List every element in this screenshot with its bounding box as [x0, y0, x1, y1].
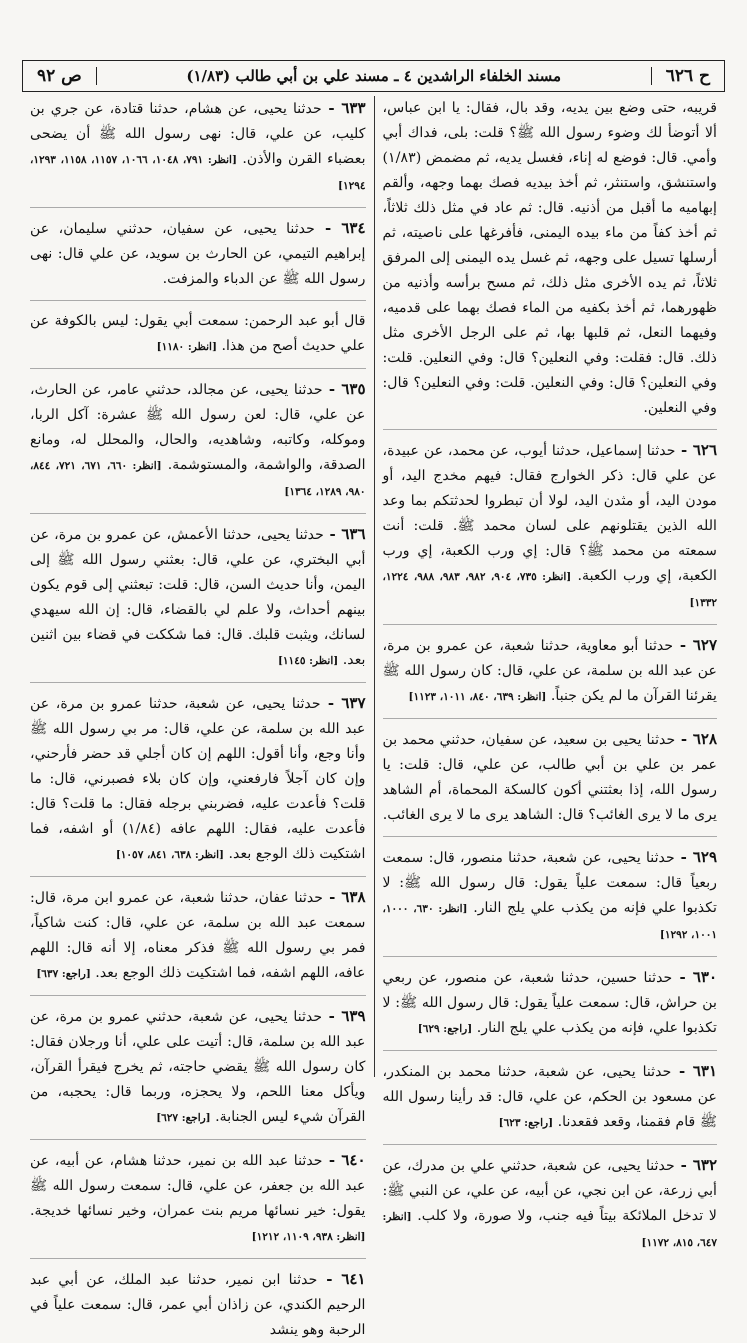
hadith-number: ٦٤٠ - — [322, 1151, 366, 1169]
hadith-paragraph — [383, 1059, 718, 1136]
hadith-paragraph — [383, 727, 718, 828]
hadith-number: ٦٣١ - — [671, 1062, 718, 1080]
hadith-separator — [383, 429, 718, 430]
running-title: مسند الخلفاء الراشدين ٤ ـ مسند علي بن أبي طالب (١/٨٣) — [96, 67, 652, 85]
text-columns — [22, 96, 725, 1338]
right-column — [374, 96, 726, 1249]
hadith-text: حدثنا يحيى، عن شعبة، حدثني علي بن مدرك، عن أبي زرعة، عن ابن نجي، عن أبيه، عن علي، عن النبي ﷺ: لا تدخل الملائكة بيتاً فيه جنب، ولا صورة، ولا كلب. — [382, 1158, 717, 1224]
hadith-number: ٦٣٧ - — [320, 694, 366, 712]
cross-reference: [انظر: ٦٦٠، ٦٧١، ٧٢١، ٨٤٤، ٩٨٠، ١٢٨٩، ١٣٦٤] — [30, 460, 366, 498]
hadith-number: ٦٣٨ - — [323, 888, 366, 906]
hadith-paragraph — [30, 1148, 366, 1250]
hadith-separator — [30, 1258, 366, 1259]
hadith-number: ٦٢٦ - — [675, 441, 717, 459]
hadith-number: ٦٣٩ - — [322, 1007, 366, 1025]
hadith-separator — [30, 513, 366, 514]
hadith-separator — [30, 207, 366, 208]
hadith-separator — [30, 1139, 366, 1140]
hadith-separator — [383, 1144, 718, 1145]
cross-reference: [راجع: ٦٢٣] — [498, 1117, 554, 1129]
hadith-paragraph — [383, 845, 718, 948]
hadith-text: حدثنا عفان، حدثنا شعبة، عن عمرو ابن مرة، قال: سمعت عبد الله بن سلمة، عن علي، قال: كنت شاكياً، فمر بي رسول الله ﷺ فذكر معناه، إلا أنه قال: اللهم عافه، اللهم اشفه، فما اشتكيت ذلك الوجع بعد. — [30, 890, 366, 981]
hadith-separator — [383, 718, 718, 719]
cross-reference: [راجع: ٦٢٩] — [417, 1023, 473, 1035]
hadith-text: حدثنا يحيى، عن سفيان، حدثني سليمان، عن إبراهيم التيمي، عن الحارث بن سويد، عن علي قال: نهى رسول الله ﷺ عن الدباء والمزفت. — [30, 221, 366, 287]
hadith-separator — [30, 876, 366, 877]
hadith-text: حدثنا يحيى، عن هشام، حدثنا قتادة، عن جري بن كليب، عن علي، قال: نهى رسول الله ﷺ أن يضحى بعضباء القرن والأذن. — [30, 101, 366, 167]
hadith-number: ٦٣٥ - — [322, 380, 366, 398]
cross-reference: [انظر: ٦٤٧، ٨١٥، ١١٧٢] — [382, 1211, 717, 1249]
hadith-text: حدثنا عبد الله بن نمير، حدثنا هشام، عن أبيه، عن عبد الله بن جعفر، عن علي، قال: سمعت رسول الله ﷺ يقول: خير نسائها مريم بنت عمران، وخير نسائها خديجة. — [30, 1153, 366, 1219]
hadith-paragraph — [383, 96, 718, 421]
hadith-paragraph — [30, 377, 366, 505]
hadith-text: حدثنا أبو معاوية، حدثنا شعبة، عن عمرو بن مرة، عن عبد الله بن سلمة، عن علي، قال: كان رسول الله ﷺ يقرئنا القرآن ما لم يكن جنباً. — [382, 638, 717, 704]
hadith-text: حدثنا يحيى، عن شعبة، حدثنا منصور، قال: سمعت ربعياً قال: سمعت علياً يقول: قال رسول الله ﷺ: لا تكذبوا علي فإنه من يكذب علي يلج النار. — [382, 850, 718, 916]
hadith-text: حدثنا ابن نمير، حدثنا عبد الملك، عن أبي عبد الرحيم الكندي، عن زاذان أبي عمر، قال: سمعت علياً في الرحبة وهو ينشد — [30, 1272, 366, 1338]
hadith-text: قال أبو عبد الرحمن: سمعت أبي يقول: ليس بالكوفة عن علي حديث أصح من هذا. — [30, 313, 366, 354]
page-number-hadith: ح ٦٢٦ — [665, 66, 710, 86]
hadith-paragraph — [383, 633, 718, 710]
cross-reference: [انظر: ٧٩١، ١٠٤٨، ١٠٦٦، ١١٥٧، ١١٥٨، ١٢٩٣، ١٢٩٤] — [30, 154, 366, 192]
hadith-text: حدثنا يحيى، عن شعبة، حدثنا عمرو بن مرة، عن عبد الله بن سلمة، عن علي، قال: مر بي رسول الله ﷺ وأنا وجع، وأنا أقول: اللهم إن كان أجلي قد حضر فأرحني، وإن كان آجلاً فارفعني، وإن كان بلاء فصبرني، قال: ما قلت؟ فأعدت عليه، فضربني برجله فقال: ما قلت؟ قال: فأعدت عليه، فقال: اللهم عافه (١/٨٤) أو اشفه، فما اشتكيت ذلك الوجع بعد. — [30, 696, 366, 862]
hadith-number: ٦٣٤ - — [314, 219, 366, 237]
hadith-number: ٦٤١ - — [317, 1270, 366, 1288]
hadith-separator — [30, 300, 366, 301]
hadith-number: ٦٢٧ - — [673, 636, 717, 654]
hadith-paragraph — [30, 309, 366, 360]
hadith-text: قريبه، حتى وضع بين يديه، وقد بال، فقال: يا ابن عباس، ألا أتوضأ لك وضوء رسول الله ﷺ؟ قلت: بلى، فداك أبي وأمي. قال: فوضع له إناء، فغسل يديه، ثم مضمض (١/٨٣) واستنشق، واستنثر، ثم أخذ بيديه فصك بهما وجهه، وألقم إبهاميه ما أقبل من أذنيه. قال: ثم عاد في مثل ذلك ثلاثاً، ثم أخذ كفاً من ماء بيده اليمنى، فأفرغها على ناصيته، ثم أرسلها تسيل على وجهه، ثم غسل يده اليمنى إلى المرفق ثلاثاً، ثم يده الأخرى مثل ذلك، ثم مسح برأسه وأذنيه من ظهورهما، ثم أخذ بكفيه من الماء فصك بهما على قدميه، وفيهما النعل، ثم قلبها بها، ثم على الرجل الأخرى مثل ذلك. قال: فقلت: وفي النعلين؟ قال: وفي النعلين. قلت: وفي النعلين؟ قال: وفي النعلين. قلت: وفي النعلين؟ قال: وفي النعلين. — [382, 100, 717, 416]
cross-reference: [انظر: ٧٣٥، ٩٠٤، ٩٨٢، ٩٨٣، ٩٨٨، ١٢٢٤، ١٣٣٢] — [382, 571, 717, 609]
hadith-paragraph — [30, 522, 366, 674]
hadith-text: حدثنا يحيى، عن مجالد، حدثني عامر، عن الحارث، عن علي، قال: لعن رسول الله ﷺ عشرة: آكل الربا، وموكله، وكاتبه، وشاهديه، والحال، والمحلل له، ومانع الصدقة، والواشمة، والمستوشمة. — [30, 382, 366, 473]
left-column — [22, 96, 374, 1338]
hadith-number: ٦٣٢ - — [674, 1156, 717, 1174]
cross-reference: [انظر: ٦٣٨، ٨٤١، ١٠٥٧] — [115, 849, 225, 861]
hadith-paragraph — [30, 1267, 366, 1343]
hadith-separator — [383, 624, 718, 625]
hadith-number: ٦٣٦ - — [323, 525, 366, 543]
hadith-paragraph — [30, 216, 366, 292]
hadith-number: ٦٣٠ - — [672, 968, 718, 986]
cross-reference: [انظر: ٦٣٠، ١٠٠٠، ١٠٠١، ١٢٩٢] — [382, 903, 717, 941]
hadith-number: ٦٣٣ - — [321, 99, 366, 117]
hadith-paragraph — [383, 1153, 718, 1256]
hadith-number: ٦٢٩ - — [674, 848, 718, 866]
hadith-text: حدثنا يحيى، عن شعبة، حدثنا محمد بن المنكدر، عن مسعود بن الحكم، عن علي، قال: قد رأينا رسول الله ﷺ قام فقمنا، وقعد فقعدنا. — [382, 1064, 717, 1130]
hadith-text: حدثنا يحيى، عن شعبة، حدثني عمرو بن مرة، عن عبد الله بن سلمة، قال: أتيت على علي، أنا ورجلان فقال: كان رسول الله ﷺ يقضي حاجته، ثم يخرج فيقرأ القرآن، ويأكل معنا اللحم، ولا يحجزه، وربما قال: يحجبه، من القرآن شيء ليس الجنابة. — [30, 1009, 366, 1125]
hadith-separator — [30, 995, 366, 996]
hadith-paragraph — [383, 438, 718, 616]
hadith-number: ٦٢٨ - — [675, 730, 717, 748]
hadith-separator — [383, 956, 718, 957]
cross-reference: [راجع: ٦٢٧] — [156, 1112, 211, 1124]
page-number: ص ٩٢ — [37, 66, 82, 86]
hadith-separator — [30, 368, 366, 369]
hadith-text: حدثنا يحيى، حدثنا الأعمش، عن عمرو بن مرة، عن أبي البختري، عن علي، قال: بعثني رسول الله ﷺ إلى اليمن، وأنا حديث السن، قال: قلت: تبعثني إلى قوم يكون بينهم أحداث، ولا علم لي بالقضاء، قال: إن الله سيهدي لسانك، ويثبت قلبك. قال: فما شككت في قضاء بين اثنين بعد. — [30, 527, 366, 668]
hadith-paragraph — [30, 1004, 366, 1131]
hadith-separator — [383, 1050, 718, 1051]
hadith-paragraph — [30, 96, 366, 199]
hadith-separator — [30, 682, 366, 683]
cross-reference: [راجع: ٦٣٧] — [36, 968, 91, 980]
hadith-text: حدثنا حسين، حدثنا شعبة، عن منصور، عن ربعي بن حراش، قال: سمعت علياً يقول: قال رسول الله ﷺ: لا تكذبوا علي، فإنه من يكذب علي يلج النار. — [382, 970, 717, 1036]
cross-reference: [انظر: ٩٣٨، ١١٠٩، ١٢١٢] — [251, 1231, 366, 1243]
hadith-paragraph — [30, 885, 366, 987]
hadith-paragraph — [30, 691, 366, 868]
hadith-paragraph — [383, 965, 718, 1042]
hadith-text: حدثنا إسماعيل، حدثنا أيوب، عن محمد، عن عبيدة، عن علي قال: ذكر الخوارج فقال: فيهم مخدج اليد، أو مودن اليد، أو مثدن اليد، لولا أن تبطروا لحدثتكم بما وعد الله الذين يقتلونهم على لسان محمد ﷺ. قلت: أنت سمعته من محمد ﷺ؟ قال: إي ورب الكعبة، إي ورب الكعبة، إي ورب الكعبة. — [382, 443, 717, 584]
page-header — [22, 60, 725, 92]
cross-reference: [انظر: ١١٤٥] — [277, 655, 339, 667]
hadith-text: حدثنا يحيى بن سعيد، عن سفيان، حدثني محمد بن عمر بن علي بن أبي طالب، عن علي، قال: قلت: يا رسول الله، إذا بعثتني أكون كالسكة المحماة، أم الشاهد يرى ما لا يرى الغائب؟ قال: الشاهد يرى ما لا يرى الغائب. — [382, 732, 717, 823]
cross-reference: [انظر: ١١٨٠] — [156, 341, 217, 353]
cross-reference: [انظر: ٦٣٩، ٨٤٠، ١٠١١، ١١٢٣] — [408, 691, 547, 703]
hadith-separator — [383, 836, 718, 837]
